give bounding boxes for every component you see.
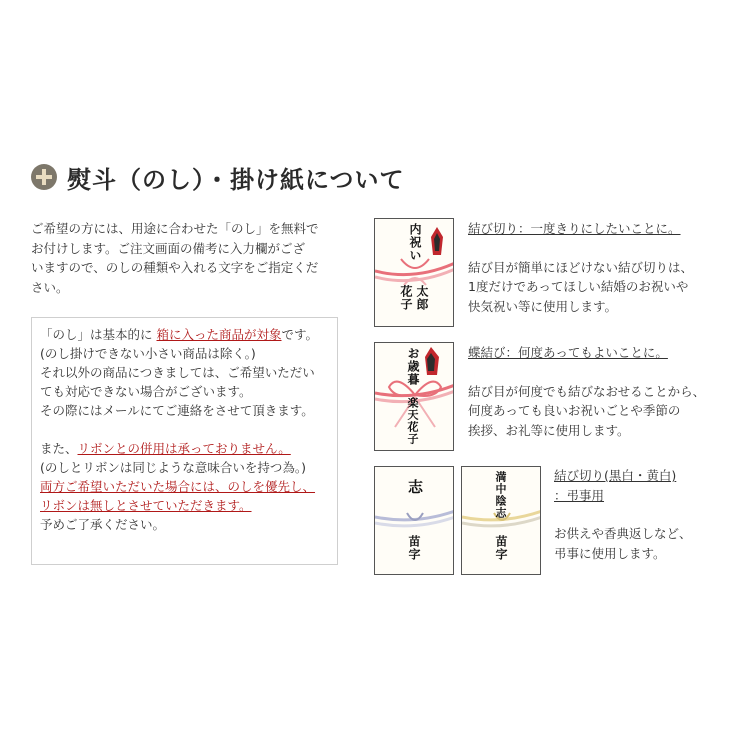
notice-line: (のし掛けできない小さい商品は除く。) [40, 346, 256, 361]
highlight-text: 両方ご希望いただいた場合には、のしを優先し、 [40, 479, 316, 494]
noshi-card-musubikiri [374, 218, 454, 327]
noshi-top-text: 内祝い [408, 223, 422, 262]
highlight-text: リボンとの併用は承っておりません。 [77, 441, 291, 456]
noshi-desc-line: 何度あっても良いお祝いごとや季節の [468, 403, 681, 418]
notice-line: 「のし」は基本的に 箱に入った商品が対象です。 [40, 327, 319, 342]
noshi-top-text: 志 [406, 479, 424, 495]
intro-line: いますので、のしの種類や入れる文字をご指定くだ [31, 260, 319, 275]
notice-line: (のしとリボンは同じような意味合いを持つ為。) [40, 460, 307, 475]
noshi-description [554, 466, 724, 563]
noshi-card-chomusubi [374, 342, 454, 451]
gift-box-icon [31, 164, 57, 190]
noshi-desc-line: お供えや香典返しなど、 [554, 526, 692, 541]
noshi-heading: 結び切り(黒白・黄白) [554, 468, 677, 483]
intro-line: さい。 [31, 279, 69, 295]
noshi-top-text: 満中陰志 [494, 471, 507, 519]
noshi-desc-line: 1度だけであってほしい結婚のお祝いや [468, 279, 689, 294]
notice-box [31, 317, 338, 565]
noshi-name-line: 太郎 [415, 285, 429, 311]
noshi-desc-line: 結び目が何度でも結びなおせることから、 [468, 383, 706, 399]
noshi-heading: 蝶結び：何度あってもよいことに。 [468, 345, 668, 360]
notice-line: ても対応できない場合がございます。 [40, 384, 252, 399]
highlight-text: リボンは無しとさせていただきます。 [40, 498, 252, 513]
noshi-name-line: 苗字 [494, 535, 508, 561]
notice-line: また、リボンとの併用は承っておりません。 [40, 441, 291, 456]
notice-line: それ以外の商品につきましては、ご希望いただい [40, 365, 315, 380]
intro-line: お付けします。ご注文画面の備考に入力欄がござ [31, 240, 306, 256]
noshi-card-kuroshiro [374, 466, 454, 575]
noshi-name-line: 花子 [399, 285, 413, 311]
noshi-desc-line: 結び目が簡単にほどけない結び切りは、 [468, 259, 694, 275]
section-header [31, 160, 405, 194]
notice-line: その際にはメールにてご連絡をさせて頂きます。 [40, 403, 314, 418]
noshi-description [468, 219, 718, 316]
notice-line: 予めご了承ください。 [40, 517, 166, 532]
noshi-heading: 結び切り：一度きりにしたいことに。 [468, 221, 681, 236]
intro-paragraph [31, 219, 336, 297]
noshi-desc-line: 弔事に使用します。 [554, 545, 666, 561]
highlight-text: 箱に入った商品が対象 [156, 327, 282, 342]
noshi-description [468, 343, 723, 440]
noshi-desc-line: 快気祝い等に使用します。 [468, 298, 618, 314]
noshi-name-line: 楽天花子 [406, 397, 419, 445]
noshi-top-text: お歳暮 [406, 347, 420, 386]
intro-line: ご希望の方には、用途に合わせた「のし」を無料で [31, 221, 319, 236]
noshi-heading: ：弔事用 [554, 487, 605, 503]
noshi-card-kishiro [461, 466, 541, 575]
page-title: 熨斗（のし）・掛け紙について [67, 165, 405, 194]
noshi-name-line: 苗字 [407, 535, 421, 561]
noshi-desc-line: 挨拶、お礼等に使用します。 [468, 422, 630, 438]
